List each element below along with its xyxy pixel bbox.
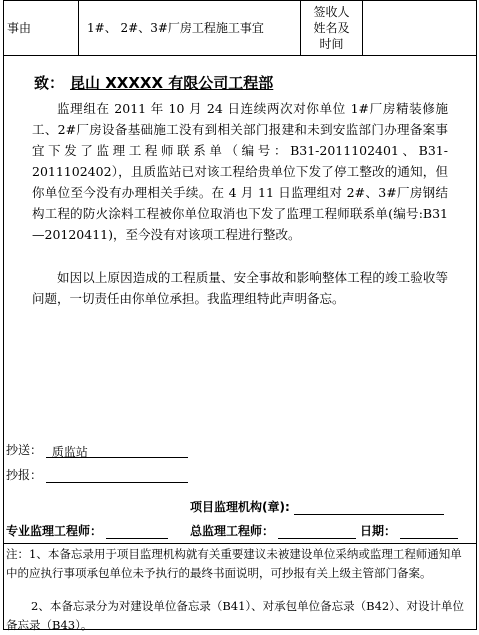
recipient-label-line2: 姓名及 <box>313 20 350 35</box>
cc-value: 质监站 <box>51 445 88 459</box>
recipient-label-cell <box>301 0 363 55</box>
specialist-engineer-label: 专业监理工程师： <box>6 524 103 538</box>
report-field <box>6 466 188 483</box>
memo-paragraph-1: 监理组在 2011 年 10 月 24 日连续两次对你单位 1#厂房精装修施工、2#厂房设备基础施工没有到相关部门报建和未到安监部门办理备案事宜下发了监理工程师联系单（编号：B31-2011102401、B31-2011102402），且质监站已对该工程给贵单位下发了停工整改的通知，但你单位至今没有办理相关手续。在 4 月 11 日监理组对 2#、3#厂房钢结构工程的防火涂料工程被你单位取消也下发了监理工程师联系单(编号:B31—20120411)，至今没有对该项工程进行整改。 <box>32 101 448 242</box>
cc-label: 抄送： <box>6 443 43 457</box>
subject-label-cell <box>3 0 79 55</box>
recipient-value-cell <box>363 0 477 55</box>
memo-header-row <box>3 0 477 55</box>
cc-underline <box>46 443 188 458</box>
subject-value-cell <box>79 0 301 55</box>
date-field <box>360 522 458 539</box>
note-2: 2、本备忘录分为对建设单位备忘录（B41）、对承包单位备忘录（B42）、对设计单位备忘录（B43）。 <box>6 599 464 632</box>
chief-engineer-label: 总监理工程师： <box>190 524 275 538</box>
header-divider <box>3 55 477 56</box>
subject-value: 1#、 2#、3#厂房工程施工事宜 <box>87 21 264 35</box>
notes-divider <box>3 543 477 544</box>
subject-label: 事由 <box>7 21 32 35</box>
report-underline <box>46 468 188 483</box>
recipient-label-line3: 时间 <box>319 36 344 51</box>
addressee-prefix: 致： <box>34 74 65 92</box>
addressee-line <box>34 72 273 93</box>
memo-paragraph-2: 如因以上原因造成的工程质量、安全事故和影响整体工程的竣工验收等问题，一切责任由你单位承担。我监理组特此声明备忘。 <box>32 270 448 306</box>
cc-field <box>6 441 188 458</box>
org-seal-field <box>190 498 444 515</box>
date-label: 日期： <box>360 524 397 538</box>
note-1: 注：1、本备忘录用于项目监理机构就有关重要建议未被建设单位采纳或监理工程师通知单中的应执行事项承包单位未予执行的最终书面说明，可抄报有关上级主管部门备案。 <box>6 547 462 580</box>
date-underline <box>400 524 458 539</box>
memo-body <box>32 98 448 309</box>
org-seal-label: 项目监理机构(章): <box>190 500 290 514</box>
org-seal-underline <box>294 500 444 515</box>
chief-engineer-underline <box>278 524 356 539</box>
recipient-label-line1: 签收人 <box>313 4 350 19</box>
chief-engineer-field <box>190 522 356 539</box>
report-label: 抄报： <box>6 468 43 482</box>
specialist-engineer-field <box>6 522 168 539</box>
specialist-engineer-underline <box>106 524 168 539</box>
addressee-org: 昆山 XXXXX 有限公司工程部 <box>70 74 274 92</box>
